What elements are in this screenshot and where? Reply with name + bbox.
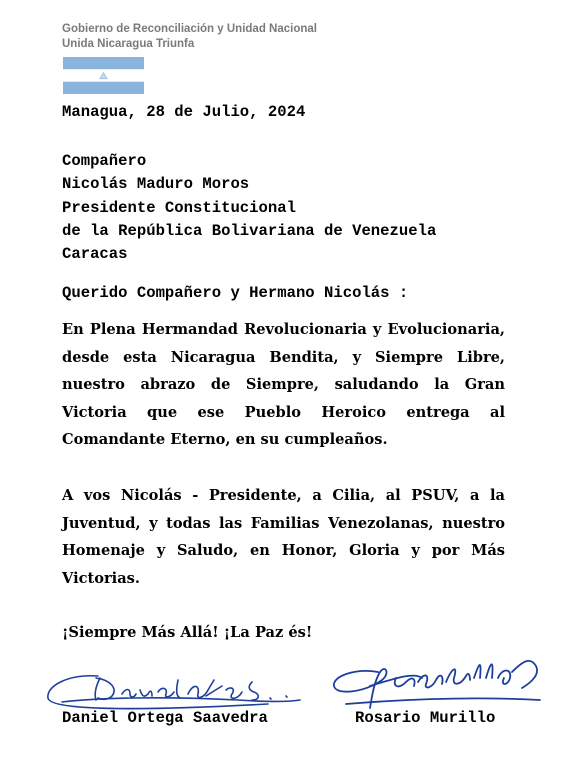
government-name: Gobierno de Reconciliación y Unidad Nacional bbox=[62, 23, 317, 35]
letterhead bbox=[62, 22, 317, 52]
recipient-address bbox=[62, 150, 436, 266]
nicaragua-flag-icon bbox=[63, 57, 144, 94]
signature-daniel-ortega bbox=[38, 660, 308, 716]
government-slogan: Unida Nicaragua Triunfa bbox=[62, 38, 195, 50]
letter-date: Managua, 28 de Julio, 2024 bbox=[62, 103, 306, 121]
recipient-line: Compañero bbox=[62, 152, 147, 170]
signer-name-rosario-murillo: Rosario Murillo bbox=[355, 709, 496, 727]
body-paragraph-2: A vos Nicolás - Presidente, a Cilia, al PSUV, a la Juventud, y todas las Familias Venezolanas, nuestro Homenaje y Saludo, en Honor, Gloria y por Más Victorias. bbox=[62, 487, 505, 587]
closing-line: ¡Siempre Más Allá! ¡La Paz és! bbox=[62, 624, 313, 641]
recipient-line: Caracas bbox=[62, 245, 128, 264]
recipient-line: de la República Bolivariana de Venezuela bbox=[62, 221, 437, 240]
body-paragraph-1: En Plena Hermandad Revolucionaria y Evolucionaria, desde esta Nicaragua Bendita, y Siempre Libre, nuestro abrazo de Siempre, saludando la Gran Victoria que ese Pueblo Heroico entrega al Comandante Eterno, en su cumpleaños. bbox=[62, 321, 505, 449]
salutation: Querido Compañero y Hermano Nicolás : bbox=[62, 284, 409, 302]
signer-name-daniel-ortega: Daniel Ortega Saavedra bbox=[62, 709, 268, 727]
recipient-line: Nicolás Maduro Moros bbox=[62, 175, 250, 194]
recipient-line: Presidente Constitucional bbox=[62, 198, 296, 217]
